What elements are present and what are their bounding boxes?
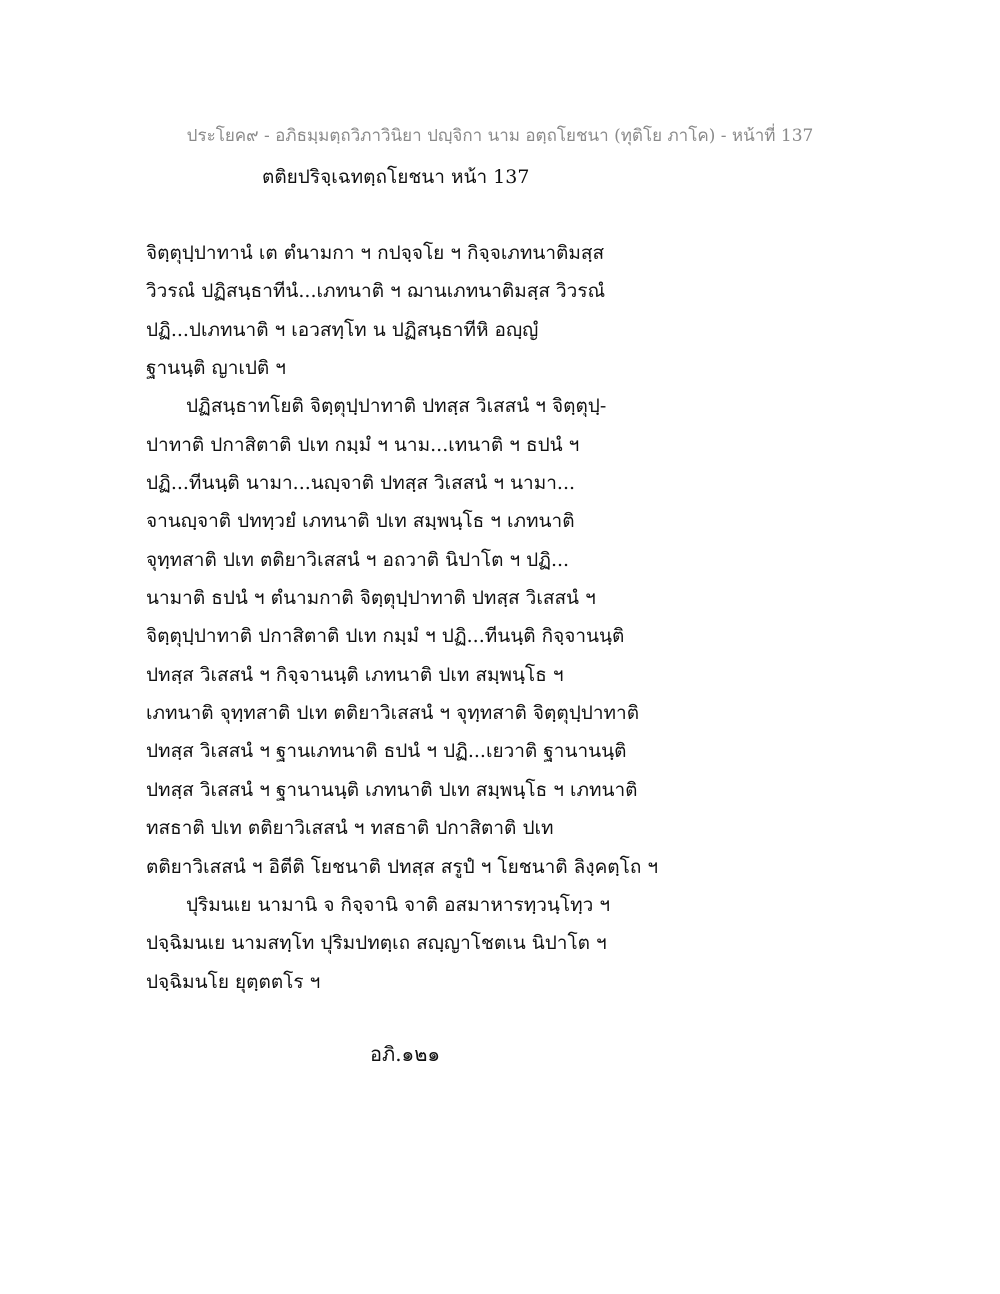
text-line: จิตฺตุปฺปาทาติ ปกาสิตาติ ปเท กมฺมํ ฯ ปฏิ...ทีนนฺติ กิจฺจานนฺติ (146, 625, 625, 648)
body-text (146, 234, 846, 1001)
text-line: นามาติ ธปนํ ฯ ตํนามกาติ จิตฺตุปฺปาทาติ ปทสฺส วิเสสนํ ฯ (146, 587, 596, 610)
text-line: ปาทาติ ปกาสิตาติ ปเท กมฺมํ ฯ นาม...เทนาติ ฯ ธปนํ ฯ (146, 433, 580, 456)
text-line: ปจฺฉิมนเย นามสทฺโท ปุริมปทตฺเถ สญฺญาโชตเน นิปาโต ฯ (146, 932, 607, 955)
text-line: ปทสฺส วิเสสนํ ฯ กิจฺจานนฺติ เภทนาติ ปเท สมฺพนฺโธ ฯ (146, 663, 564, 686)
text-line: จุทฺทสาติ ปเท ตติยาวิเสสนํ ฯ อถวาติ นิปาโต ฯ ปฏิ... (146, 548, 570, 571)
text-line: ปฏิ...ทีนนฺติ นามา...นญฺจาติ ปทสฺส วิเสสนํ ฯ นามา... (146, 472, 576, 495)
text-line: ปฏิ...ปเภทนาติ ฯ เอวสทฺโท น ปฏิสนฺธาทีหิ อญฺญํ (146, 318, 539, 341)
text-line: ปทสฺส วิเสสนํ ฯ ฐานเภทนาติ ธปนํ ฯ ปฏิ...เยวาติ ฐานานนฺติ (146, 740, 627, 763)
text-line: ปจฺฉิมนโย ยุตฺตตโร ฯ (146, 970, 321, 993)
text-line: ตติยาวิเสสนํ ฯ อิตีติ โยชนาติ ปทสฺส สรูปํ ฯ โยชนาติ ลิงฺคตฺโถ ฯ (146, 855, 659, 878)
text-line: ฐานนฺติ ญาเปติ ฯ (146, 357, 286, 380)
text-line: เภทนาติ จุทฺทสาติ ปเท ตติยาวิเสสนํ ฯ จุทฺทสาติ จิตฺตุปฺปาทาติ (146, 702, 640, 725)
page-marker: อภิ.๑๒๑ (370, 1042, 441, 1066)
paragraph-start-line: ปฏิสนฺธาทโยติ จิตฺตุปฺปาทาติ ปทสฺส วิเสสนํ ฯ จิตฺตุปฺ- (186, 395, 607, 418)
text-line: วิวรณํ ปฏิสนฺธาทีนํ...เภทนาติ ฯ ฌานเภทนาติมสฺส วิวรณํ (146, 280, 606, 303)
section-title: ตติยปริจฺเฉทตฺถโยชนา หน้า 137 (262, 166, 530, 188)
text-line: ทสธาติ ปเท ตติยาวิเสสนํ ฯ ทสธาติ ปกาสิตาติ ปเท (146, 817, 554, 840)
text-line: จิตฺตุปฺปาทานํ เต ตํนามกา ฯ กปจฺจโย ฯ กิจฺจเภทนาติมสฺส (146, 242, 605, 264)
paragraph-start-line: ปุริมนเย นามานิ จ กิจฺจานิ จาติ อสมาหารทฺวนฺโทฺว ฯ (186, 893, 611, 916)
text-line: ปทสฺส วิเสสนํ ฯ ฐานานนฺติ เภทนาติ ปเท สมฺพนฺโธ ฯ เภทนาติ (146, 778, 638, 801)
running-header: ประโยค๙ - อภิธมฺมตฺถวิภาวินิยา ปญฺจิกา นาม อตฺถโยชนา (ทุติโย ภาโค) - หน้าที่ 137 (186, 126, 814, 146)
text-line: จานญฺจาติ ปททฺวยํ เภทนาติ ปเท สมฺพนฺโธ ฯ เภทนาติ (146, 510, 575, 533)
